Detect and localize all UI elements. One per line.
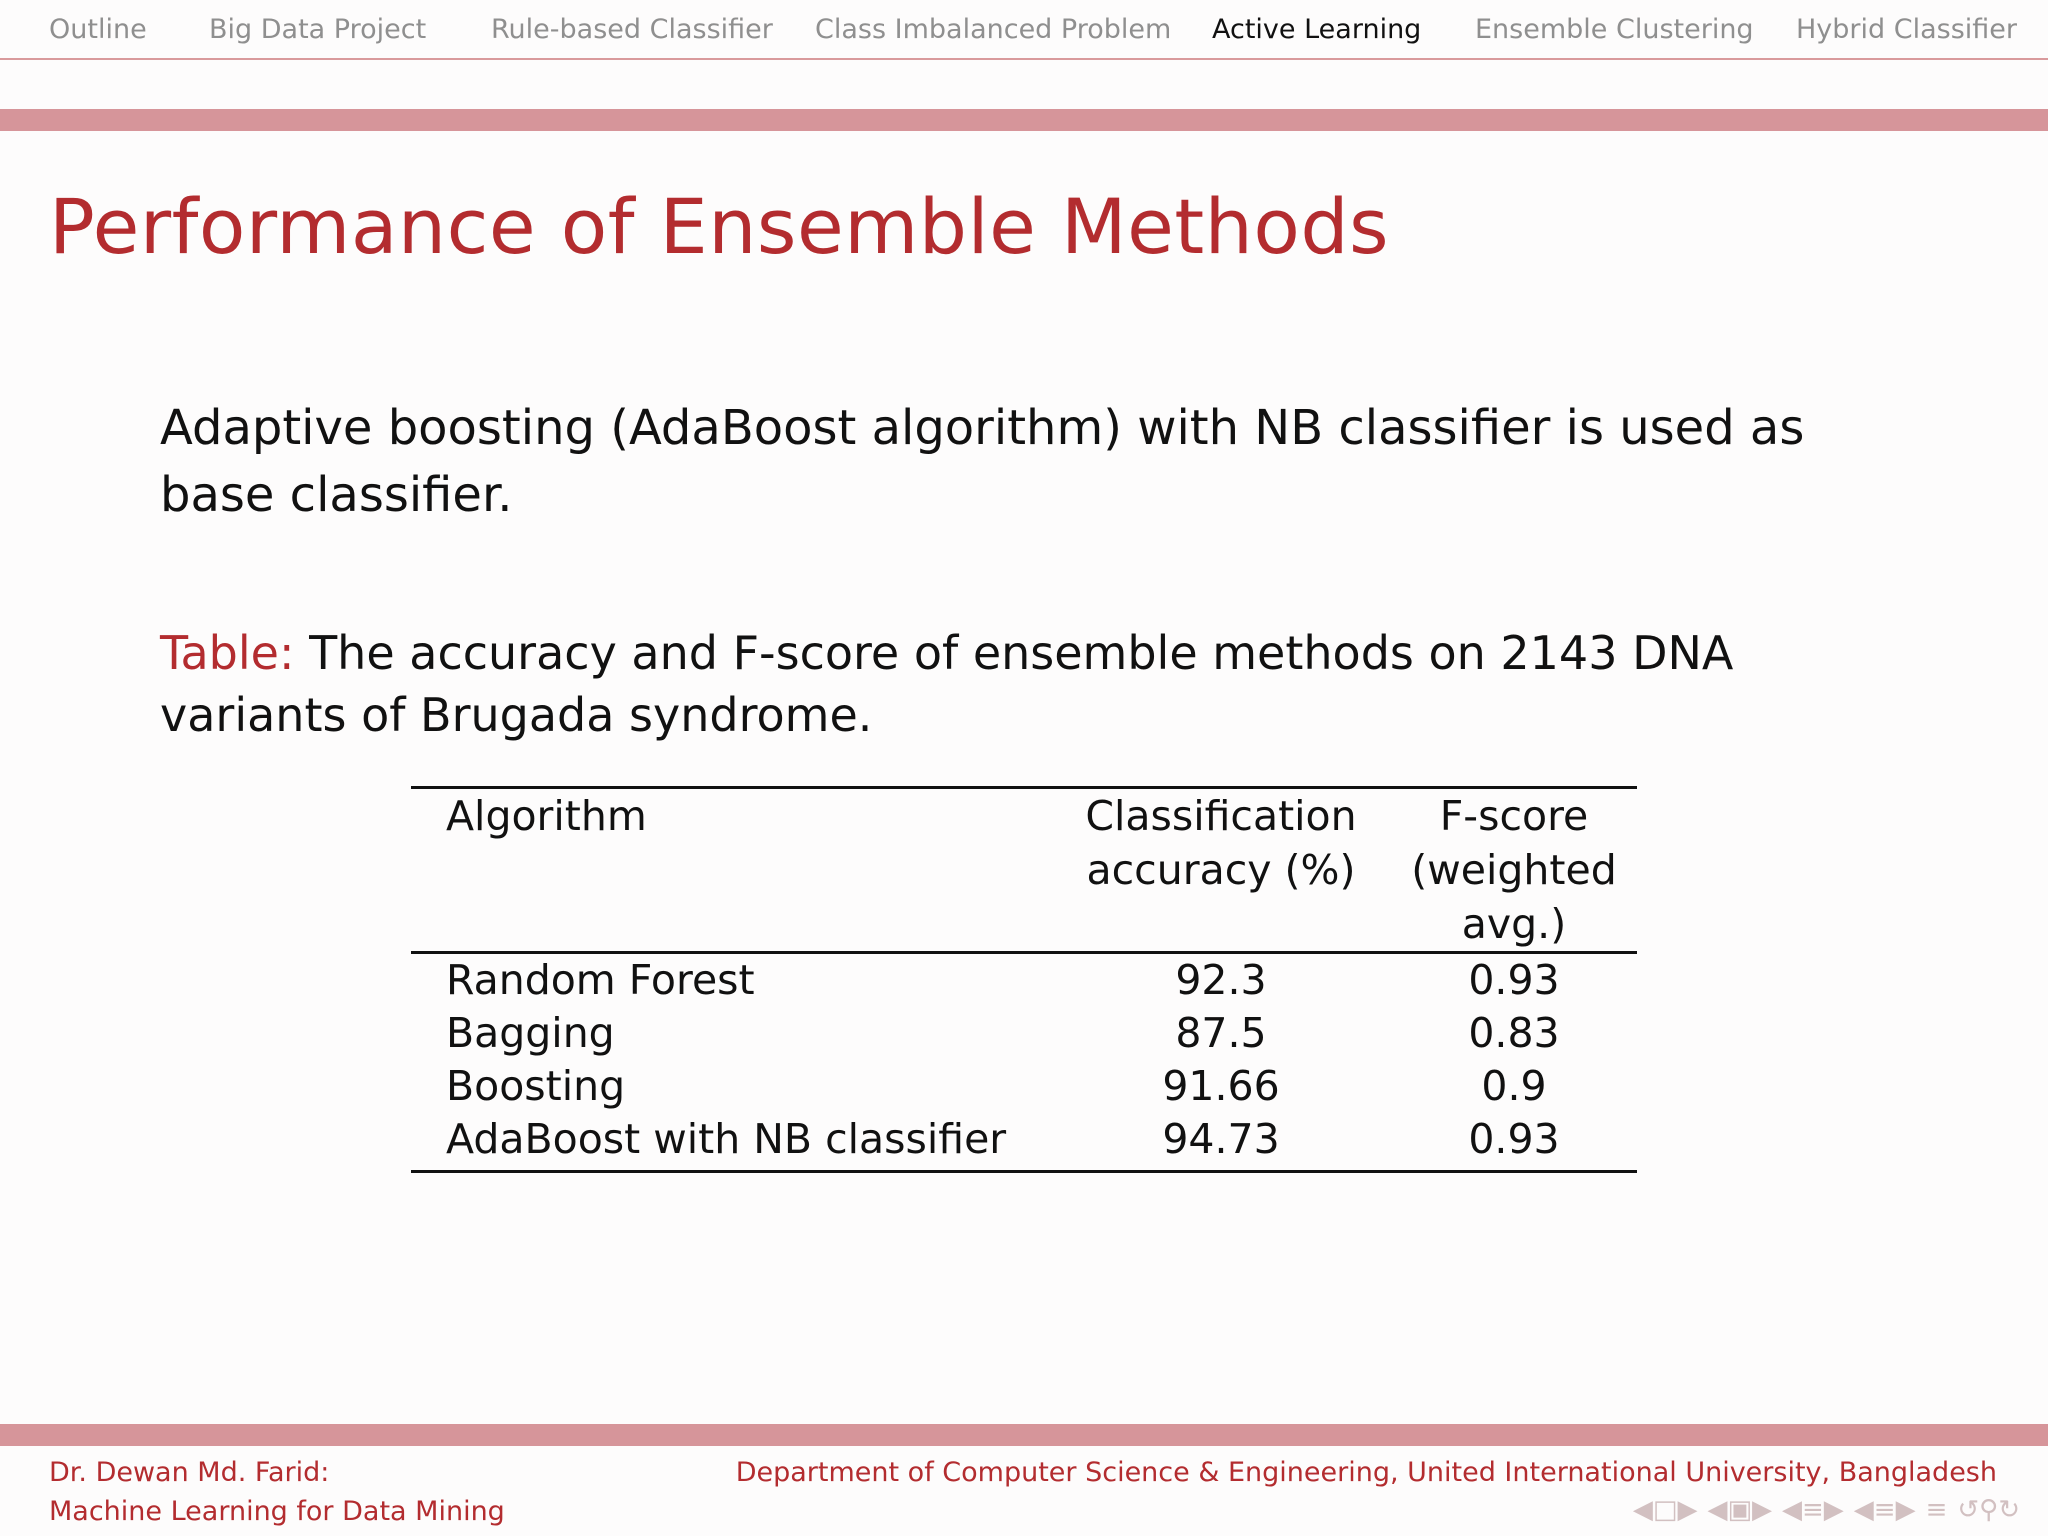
header-fscore-line3: avg.)	[1461, 900, 1567, 948]
table-caption	[160, 622, 1880, 746]
cell-accuracy: 87.5	[1175, 1009, 1267, 1057]
header-band	[0, 109, 2048, 131]
nav-item-big-data-project[interactable]: Big Data Project	[209, 14, 427, 45]
header-fscore-line2: (weighted	[1411, 846, 1617, 894]
results-table	[411, 786, 1637, 1173]
cell-algorithm: Random Forest	[446, 956, 755, 1004]
outline-icon[interactable]: ≡	[1925, 1495, 1948, 1525]
frame-nav-icon[interactable]: ◀▣▶	[1707, 1495, 1773, 1525]
cell-fscore: 0.93	[1468, 956, 1560, 1004]
nav-item-outline[interactable]: Outline	[49, 14, 147, 45]
header-accuracy	[1071, 789, 1371, 897]
nav-item-ensemble-clustering[interactable]: Ensemble Clustering	[1475, 14, 1754, 45]
beamer-navigation-controls	[1280, 1493, 2020, 1527]
section-nav-icon[interactable]: ◀≡▶	[1853, 1495, 1916, 1525]
nav-item-rule-based-classifier[interactable]: Rule-based Classifier	[491, 14, 773, 45]
subsection-nav-icon[interactable]: ◀≡▶	[1782, 1495, 1844, 1525]
caption-text: The accuracy and F-score of ensemble methods on 2143 DNA variants of Brugada syndrome.	[160, 626, 1734, 742]
table-row	[411, 1060, 1637, 1113]
slide-title: Performance of Ensemble Methods	[49, 182, 1390, 271]
table-row	[411, 1113, 1637, 1166]
prev-slide-icon[interactable]: ◀□▶	[1632, 1495, 1698, 1525]
section-navigation	[0, 0, 2048, 60]
cell-algorithm: Bagging	[446, 1009, 615, 1057]
caption-label: Table:	[160, 626, 295, 680]
cell-accuracy: 94.73	[1162, 1115, 1280, 1163]
table-row	[411, 954, 1637, 1007]
header-fscore	[1401, 789, 1627, 951]
header-accuracy-line1: Classification	[1085, 792, 1357, 840]
header-algorithm: Algorithm	[446, 792, 647, 840]
table-body	[411, 954, 1637, 1170]
footer-author: Dr. Dewan Md. Farid:	[49, 1457, 330, 1488]
nav-item-active-learning[interactable]: Active Learning	[1212, 14, 1422, 45]
cell-fscore: 0.83	[1468, 1009, 1560, 1057]
table-row	[411, 1007, 1637, 1060]
cell-algorithm: Boosting	[446, 1062, 626, 1110]
header-fscore-line1: F-score	[1439, 792, 1589, 840]
footer-band	[0, 1424, 2048, 1446]
table-header	[411, 789, 1637, 954]
footer-department: Department of Computer Science & Engineering, United International University, Bangladesh	[735, 1457, 1997, 1488]
back-search-forward-icon[interactable]: ↺⚲↻	[1957, 1495, 2020, 1525]
cell-accuracy: 92.3	[1175, 956, 1267, 1004]
slide-paragraph: Adaptive boosting (AdaBoost algorithm) with NB classifier is used as base classifier.	[160, 400, 1805, 523]
cell-algorithm: AdaBoost with NB classifier	[446, 1115, 1007, 1163]
footer-course: Machine Learning for Data Mining	[49, 1496, 505, 1527]
cell-fscore: 0.93	[1468, 1115, 1560, 1163]
nav-item-class-imbalanced-problem[interactable]: Class Imbalanced Problem	[815, 14, 1172, 45]
cell-fscore: 0.9	[1481, 1062, 1547, 1110]
header-accuracy-line2: accuracy (%)	[1086, 846, 1356, 894]
nav-item-hybrid-classifier[interactable]: Hybrid Classifier	[1796, 14, 2017, 45]
cell-accuracy: 91.66	[1162, 1062, 1280, 1110]
